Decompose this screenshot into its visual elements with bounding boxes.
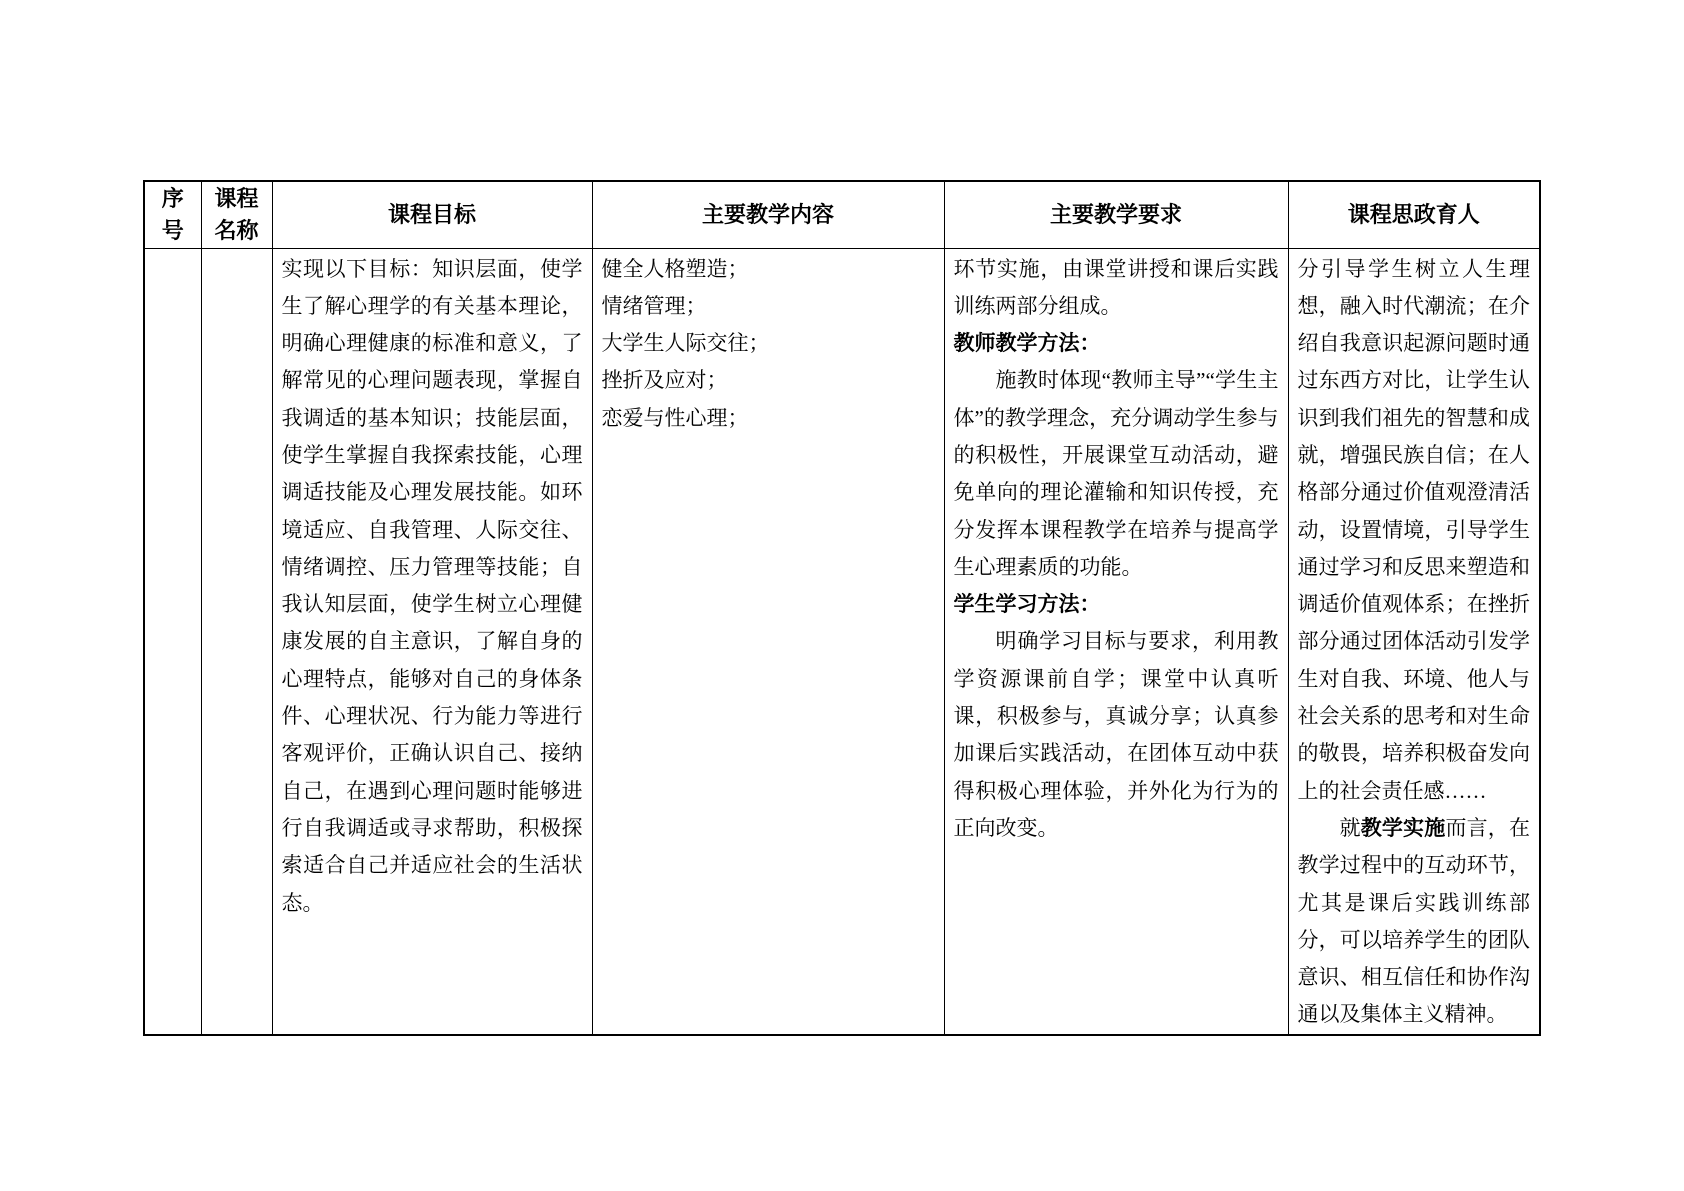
content-item: 恋爱与性心理； <box>601 405 749 430</box>
ideology-paragraph-2 <box>1298 810 1531 1034</box>
ideology-paragraph-1: 分引导学生树立人生理想，融入时代潮流；在介绍自我意识起源问题时通过东西方对比，让学生认识到我们祖先的智慧和成就，增强民族自信；在人格部分通过价值观澄清活动，设置情境，引导学生通过学习和反思来塑造和调适价值观体系；在挫折部分通过团体活动引发学生对自我、环境、他人与社会关系的思考和对生命的敬畏，培养积极奋发向上的社会责任感…… <box>1297 256 1530 803</box>
header-teaching-requirements: 主要教学要求 <box>944 181 1288 248</box>
header-teaching-content: 主要教学内容 <box>592 181 944 248</box>
content-item: 健全人格塑造； <box>601 256 749 281</box>
cell-seq <box>144 248 201 1035</box>
content-item: 大学生人际交往； <box>601 331 770 356</box>
header-course-name: 课程名称 <box>201 181 272 248</box>
table-row <box>144 248 1540 1035</box>
header-ideology-education: 课程思政育人 <box>1288 181 1540 248</box>
cell-teaching-requirements <box>944 248 1288 1035</box>
syllabus-table <box>143 180 1541 1036</box>
ideology-para2-prefix: 就 <box>1339 815 1361 840</box>
ideology-para2-suffix: 而言，在教学过程中的互动环节，尤其是课后实践训练部分，可以培养学生的团队意识、相互信任和协作沟通以及集体主义精神。 <box>1297 815 1530 1027</box>
teacher-method-heading: 教师教学方法： <box>953 331 1101 356</box>
cell-ideology-education <box>1288 248 1540 1035</box>
requirements-intro: 环节实施，由课堂讲授和课后实践训练两部分组成。 <box>953 256 1279 318</box>
content-item: 挫折及应对； <box>601 368 728 393</box>
header-course-objectives: 课程目标 <box>272 181 592 248</box>
teacher-method-body: 施教时体现“教师主导”“学生主体”的教学理念，充分调动学生参与的积极性，开展课堂互动活动，避免单向的理论灌输和知识传授，充分发挥本课程教学在培养与提高学生心理素质的功能。 <box>953 368 1279 579</box>
cell-course-objectives <box>272 248 592 1035</box>
student-method-body: 明确学习目标与要求，利用教学资源课前自学；课堂中认真听课，积极参与，真诚分享；认真参加课后实践活动，在团体互动中获得积极心理体验，并外化为行为的正向改变。 <box>953 629 1279 840</box>
content-item: 情绪管理； <box>601 293 707 318</box>
header-seq: 序号 <box>144 181 201 248</box>
table-header-row <box>144 181 1540 248</box>
student-method-heading: 学生学习方法： <box>953 592 1101 617</box>
cell-course-name <box>201 248 272 1035</box>
objectives-paragraph: 实现以下目标：知识层面，使学生了解心理学的有关基本理论，明确心理健康的标准和意义，了解常见的心理问题表现，掌握自我调适的基本知识；技能层面，使学生掌握自我探索技能，心理调适技能及心理发展技能。如环境适应、自我管理、人际交往、情绪调控、压力管理等技能；自我认知层面，使学生树立心理健康发展的自主意识，了解自身的心理特点，能够对自己的身体条件、心理状况、行为能力等进行客观评价，正确认识自己、接纳自己，在遇到心理问题时能够进行自我调适或寻求帮助，积极探索适合自己并适应社会的生活状态。 <box>281 256 583 915</box>
ideology-para2-bold-term: 教学实施 <box>1360 815 1446 840</box>
cell-teaching-content <box>592 248 944 1035</box>
